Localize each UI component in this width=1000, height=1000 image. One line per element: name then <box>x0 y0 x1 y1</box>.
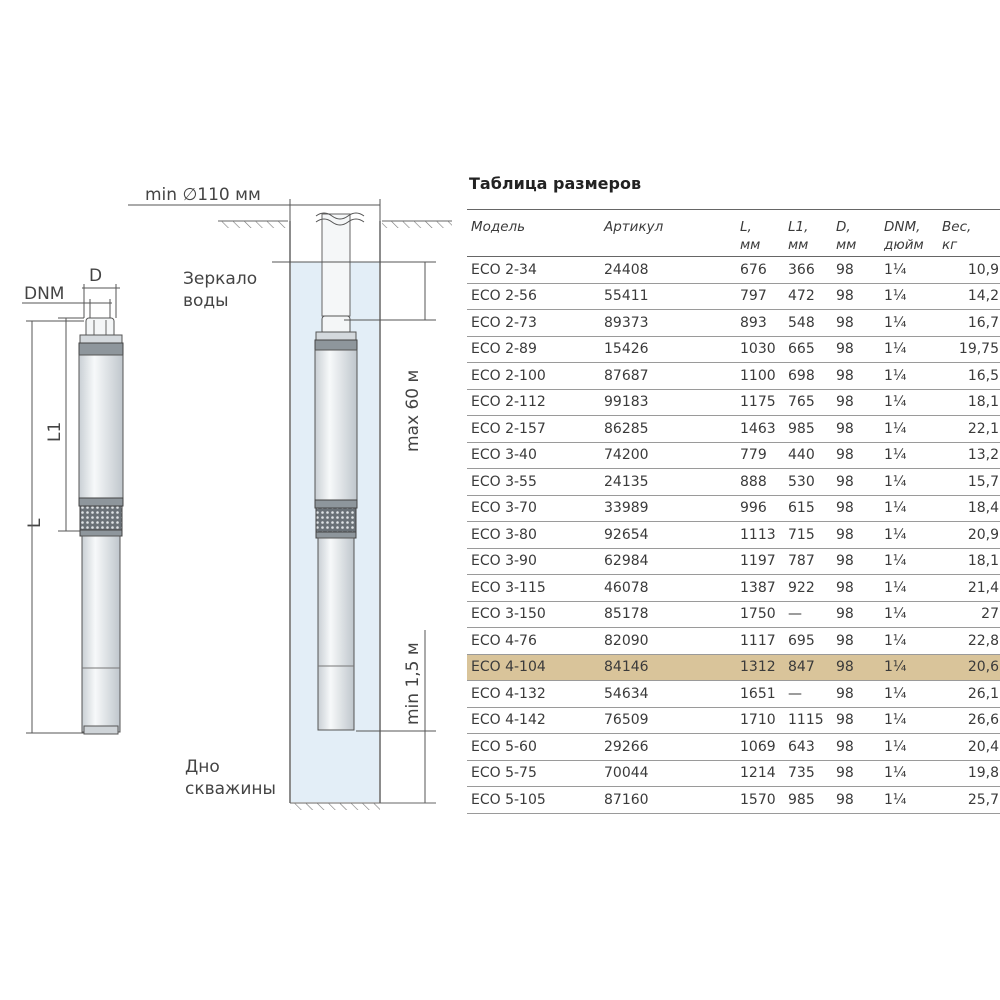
cell-d: 98 <box>832 416 880 443</box>
cell-l1: 472 <box>784 283 832 310</box>
cell-article: 76509 <box>600 707 736 734</box>
cell-model: ECO 3-40 <box>467 442 600 469</box>
cell-l1: 366 <box>784 257 832 284</box>
cell-weight: 19,8 <box>938 760 1000 787</box>
cell-model: ECO 2-100 <box>467 363 600 390</box>
cell-dnm: 1¼ <box>880 522 938 549</box>
cell-model: ECO 2-73 <box>467 310 600 337</box>
table-row <box>467 336 1000 363</box>
cell-article: 54634 <box>600 681 736 708</box>
cell-l1: 985 <box>784 416 832 443</box>
cell-l1: 765 <box>784 389 832 416</box>
cell-weight: 26,6 <box>938 707 1000 734</box>
min-clearance-label: min 1,5 м <box>403 642 423 725</box>
header-dnm: DNM, дюйм <box>880 210 938 257</box>
cell-l: 1030 <box>736 336 784 363</box>
cell-d: 98 <box>832 469 880 496</box>
cell-weight: 22,1 <box>938 416 1000 443</box>
cell-article: 46078 <box>600 575 736 602</box>
cell-article: 70044 <box>600 760 736 787</box>
cell-dnm: 1¼ <box>880 257 938 284</box>
cell-weight: 13,2 <box>938 442 1000 469</box>
pump-hydraulic-part <box>79 355 123 500</box>
cell-d: 98 <box>832 654 880 681</box>
cell-d: 98 <box>832 310 880 337</box>
cell-l1: 715 <box>784 522 832 549</box>
cell-l: 1175 <box>736 389 784 416</box>
header-weight: Вес, кг <box>938 210 1000 257</box>
cell-weight: 21,4 <box>938 575 1000 602</box>
cell-article: 87160 <box>600 787 736 814</box>
dnm-label: DNM <box>24 284 65 304</box>
cell-l1: 440 <box>784 442 832 469</box>
cell-article: 92654 <box>600 522 736 549</box>
cell-l1: 695 <box>784 628 832 655</box>
cell-dnm: 1¼ <box>880 628 938 655</box>
cell-model: ECO 2-112 <box>467 389 600 416</box>
cell-weight: 25,7 <box>938 787 1000 814</box>
header-article: Артикул <box>600 210 736 257</box>
cell-l1: 922 <box>784 575 832 602</box>
cell-l: 1117 <box>736 628 784 655</box>
table-row <box>467 548 1000 575</box>
table-row <box>467 734 1000 761</box>
table-row <box>467 416 1000 443</box>
cell-l1: 1115 <box>784 707 832 734</box>
well-pump-intake-mesh <box>316 508 356 532</box>
cell-weight: 19,75 <box>938 336 1000 363</box>
well-pump-motor <box>318 538 354 730</box>
table-row <box>467 389 1000 416</box>
cell-weight: 20,4 <box>938 734 1000 761</box>
cell-dnm: 1¼ <box>880 681 938 708</box>
cell-l1: — <box>784 601 832 628</box>
cell-d: 98 <box>832 336 880 363</box>
cell-article: 15426 <box>600 336 736 363</box>
table-row <box>467 469 1000 496</box>
cell-l: 1312 <box>736 654 784 681</box>
cell-weight: 14,2 <box>938 283 1000 310</box>
cell-l1: — <box>784 681 832 708</box>
cell-l: 1197 <box>736 548 784 575</box>
pump-intake-mesh <box>80 506 122 530</box>
max-depth-label: max 60 м <box>403 369 423 452</box>
cell-l: 1750 <box>736 601 784 628</box>
cell-model: ECO 4-104 <box>467 654 600 681</box>
cell-article: 62984 <box>600 548 736 575</box>
cell-model: ECO 2-89 <box>467 336 600 363</box>
table-row <box>467 522 1000 549</box>
cell-article: 85178 <box>600 601 736 628</box>
cell-l: 1113 <box>736 522 784 549</box>
cell-dnm: 1¼ <box>880 336 938 363</box>
table-body <box>467 257 1000 814</box>
cell-dnm: 1¼ <box>880 548 938 575</box>
table-row <box>467 601 1000 628</box>
table-row-highlighted <box>467 654 1000 681</box>
cell-l1: 548 <box>784 310 832 337</box>
cell-model: ECO 3-70 <box>467 495 600 522</box>
cell-dnm: 1¼ <box>880 654 938 681</box>
cell-l1: 847 <box>784 654 832 681</box>
cell-dnm: 1¼ <box>880 469 938 496</box>
cell-weight: 16,5 <box>938 363 1000 390</box>
cell-d: 98 <box>832 548 880 575</box>
cell-article: 24135 <box>600 469 736 496</box>
cell-weight: 27 <box>938 601 1000 628</box>
cell-weight: 16,7 <box>938 310 1000 337</box>
cell-l1: 530 <box>784 469 832 496</box>
cell-dnm: 1¼ <box>880 760 938 787</box>
cell-l: 1387 <box>736 575 784 602</box>
cell-model: ECO 5-105 <box>467 787 600 814</box>
cell-dnm: 1¼ <box>880 707 938 734</box>
cell-model: ECO 4-76 <box>467 628 600 655</box>
cell-d: 98 <box>832 495 880 522</box>
cell-l: 779 <box>736 442 784 469</box>
table-row <box>467 363 1000 390</box>
cell-dnm: 1¼ <box>880 416 938 443</box>
cell-d: 98 <box>832 257 880 284</box>
table-header-row <box>467 210 1000 257</box>
cell-model: ECO 2-34 <box>467 257 600 284</box>
l-label: L <box>25 518 45 528</box>
cell-d: 98 <box>832 389 880 416</box>
cell-article: 87687 <box>600 363 736 390</box>
table-row <box>467 495 1000 522</box>
cell-model: ECO 3-150 <box>467 601 600 628</box>
cell-l: 676 <box>736 257 784 284</box>
table-row <box>467 283 1000 310</box>
cell-article: 33989 <box>600 495 736 522</box>
well-bottom-label-2: скважины <box>185 779 276 799</box>
cell-article: 24408 <box>600 257 736 284</box>
table-title: Таблица размеров <box>469 174 642 193</box>
d-label: D <box>89 266 103 286</box>
table-row <box>467 442 1000 469</box>
table-row <box>467 257 1000 284</box>
cell-model: ECO 3-90 <box>467 548 600 575</box>
cell-model: ECO 3-55 <box>467 469 600 496</box>
cell-l: 1214 <box>736 760 784 787</box>
cell-l: 996 <box>736 495 784 522</box>
water-level-label: Зеркало <box>183 269 258 289</box>
well-bottom-label: Дно <box>185 757 220 777</box>
cell-l: 893 <box>736 310 784 337</box>
cell-l1: 787 <box>784 548 832 575</box>
cell-l: 797 <box>736 283 784 310</box>
cell-weight: 26,1 <box>938 681 1000 708</box>
cell-article: 89373 <box>600 310 736 337</box>
cell-l: 1100 <box>736 363 784 390</box>
cell-article: 29266 <box>600 734 736 761</box>
header-l1: L1, мм <box>784 210 832 257</box>
cell-d: 98 <box>832 601 880 628</box>
cell-article: 82090 <box>600 628 736 655</box>
cell-article: 55411 <box>600 283 736 310</box>
pump-installation-diagram <box>0 0 460 1000</box>
size-table <box>467 209 1000 814</box>
cell-article: 99183 <box>600 389 736 416</box>
cell-d: 98 <box>832 628 880 655</box>
cell-d: 98 <box>832 522 880 549</box>
cell-weight: 18,1 <box>938 548 1000 575</box>
table-row <box>467 787 1000 814</box>
cell-model: ECO 4-132 <box>467 681 600 708</box>
cell-model: ECO 4-142 <box>467 707 600 734</box>
table-row <box>467 707 1000 734</box>
cell-model: ECO 3-115 <box>467 575 600 602</box>
cell-l1: 665 <box>784 336 832 363</box>
cell-dnm: 1¼ <box>880 734 938 761</box>
cell-l: 1710 <box>736 707 784 734</box>
cell-l1: 985 <box>784 787 832 814</box>
cell-weight: 18,1 <box>938 389 1000 416</box>
cell-d: 98 <box>832 283 880 310</box>
cell-dnm: 1¼ <box>880 442 938 469</box>
cell-l1: 698 <box>784 363 832 390</box>
cell-d: 98 <box>832 575 880 602</box>
cell-article: 74200 <box>600 442 736 469</box>
cell-l1: 735 <box>784 760 832 787</box>
cell-l: 1570 <box>736 787 784 814</box>
cell-d: 98 <box>832 363 880 390</box>
table-row <box>467 310 1000 337</box>
cell-l: 888 <box>736 469 784 496</box>
cell-weight: 20,9 <box>938 522 1000 549</box>
cell-dnm: 1¼ <box>880 575 938 602</box>
cell-model: ECO 5-75 <box>467 760 600 787</box>
l1-label: L1 <box>45 421 65 442</box>
cell-article: 86285 <box>600 416 736 443</box>
pump-dimension-drawing <box>22 266 123 734</box>
riser-pipe <box>322 214 350 316</box>
well-pump-hydraulic-part <box>315 350 357 500</box>
cell-l: 1069 <box>736 734 784 761</box>
cell-d: 98 <box>832 681 880 708</box>
header-l: L, мм <box>736 210 784 257</box>
cell-d: 98 <box>832 787 880 814</box>
table-row <box>467 628 1000 655</box>
cell-model: ECO 3-80 <box>467 522 600 549</box>
cell-dnm: 1¼ <box>880 310 938 337</box>
table-row <box>467 681 1000 708</box>
well-installation <box>128 185 452 810</box>
cell-weight: 18,4 <box>938 495 1000 522</box>
cell-model: ECO 2-56 <box>467 283 600 310</box>
cell-model: ECO 2-157 <box>467 416 600 443</box>
cell-dnm: 1¼ <box>880 601 938 628</box>
cell-article: 84146 <box>600 654 736 681</box>
cell-dnm: 1¼ <box>880 495 938 522</box>
cell-dnm: 1¼ <box>880 283 938 310</box>
cell-d: 98 <box>832 442 880 469</box>
cell-l: 1651 <box>736 681 784 708</box>
cell-l1: 615 <box>784 495 832 522</box>
cell-d: 98 <box>832 734 880 761</box>
cell-dnm: 1¼ <box>880 787 938 814</box>
cell-d: 98 <box>832 707 880 734</box>
cell-model: ECO 5-60 <box>467 734 600 761</box>
cell-weight: 20,6 <box>938 654 1000 681</box>
header-model: Модель <box>467 210 600 257</box>
table-row <box>467 575 1000 602</box>
cell-l: 1463 <box>736 416 784 443</box>
table-row <box>467 760 1000 787</box>
cell-weight: 22,8 <box>938 628 1000 655</box>
cell-weight: 15,7 <box>938 469 1000 496</box>
cell-d: 98 <box>832 760 880 787</box>
water-level-label-2: воды <box>183 291 229 311</box>
cell-weight: 10,9 <box>938 257 1000 284</box>
cell-dnm: 1¼ <box>880 363 938 390</box>
well-diameter-label: min ∅110 мм <box>145 185 261 205</box>
cell-l1: 643 <box>784 734 832 761</box>
header-d: D, мм <box>832 210 880 257</box>
pump-motor <box>82 536 120 732</box>
cell-dnm: 1¼ <box>880 389 938 416</box>
